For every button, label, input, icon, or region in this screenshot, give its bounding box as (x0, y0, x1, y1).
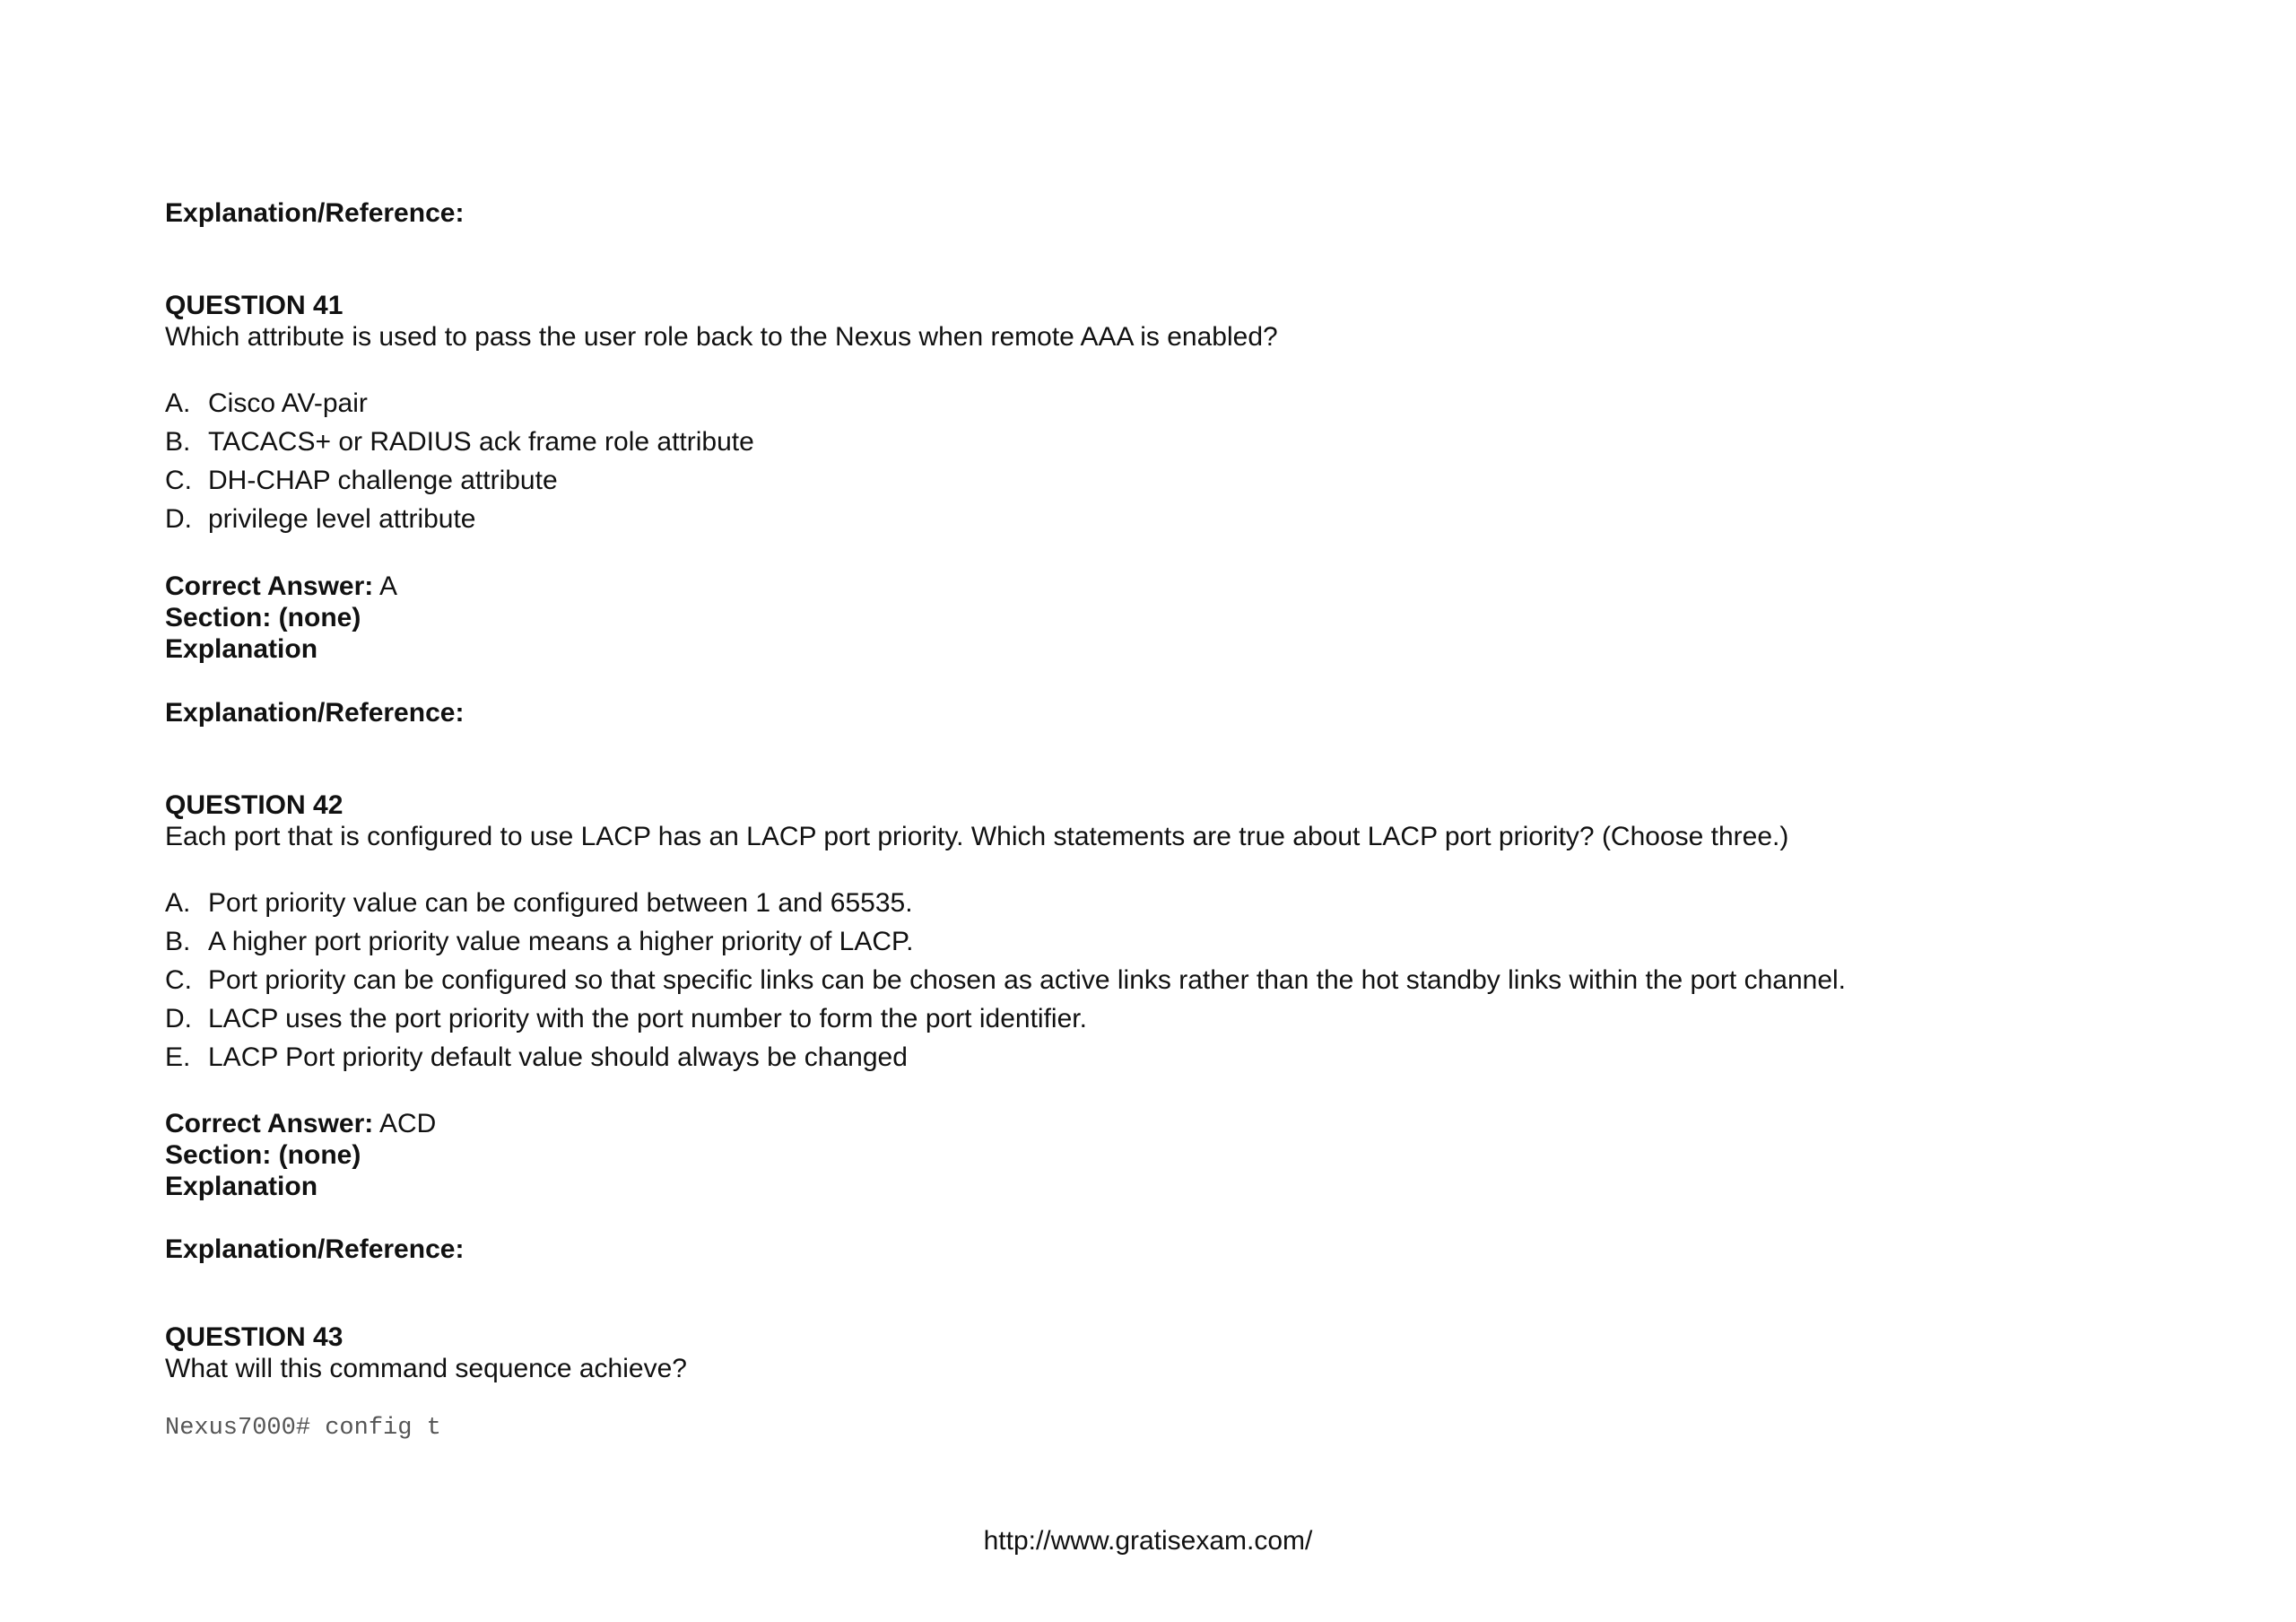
option-text: DH-CHAP challenge attribute (208, 466, 558, 495)
question-42-explanation-reference: Explanation/Reference: (165, 1234, 465, 1264)
option-text: Port priority value can be configured between 1 and 65535. (208, 888, 913, 918)
explanation-reference-heading: Explanation/Reference: (165, 198, 465, 228)
option-letter: D. (165, 1004, 192, 1033)
question-42-option-d (165, 1003, 1087, 1035)
option-letter: C. (165, 466, 192, 495)
option-text: privilege level attribute (208, 504, 476, 534)
correct-answer-value: A (378, 571, 397, 601)
correct-answer-label: Correct Answer: (165, 571, 374, 601)
option-text: Port priority can be configured so that specific links can be chosen as active links rather than the hot standby links within the port channel. (208, 965, 1847, 995)
footer-url: http://www.gratisexam.com/ (983, 1526, 1313, 1556)
question-43-code: Nexus7000# config t (165, 1415, 441, 1442)
option-letter: E. (165, 1042, 191, 1072)
question-42-option-a (165, 887, 913, 920)
question-41-title: QUESTION 41 (165, 291, 344, 320)
question-43-text: What will this command sequence achieve? (165, 1354, 687, 1383)
option-letter: C. (165, 965, 192, 995)
correct-answer-label: Correct Answer: (165, 1109, 374, 1138)
option-text: Cisco AV-pair (208, 388, 368, 418)
option-letter: B. (165, 927, 191, 956)
question-42-option-b (165, 926, 914, 958)
question-41-explanation-reference: Explanation/Reference: (165, 698, 465, 728)
option-letter: A. (165, 888, 191, 918)
question-41-explanation: Explanation (165, 634, 318, 664)
question-42-correct-answer (165, 1108, 436, 1140)
question-41-option-c (165, 465, 558, 497)
question-42-section: Section: (none) (165, 1140, 361, 1170)
question-41-option-d (165, 503, 476, 536)
question-41-correct-answer (165, 571, 397, 603)
question-43-title: QUESTION 43 (165, 1322, 344, 1352)
question-41-option-b (165, 426, 754, 458)
option-text: LACP uses the port priority with the port number to form the port identifier. (208, 1004, 1087, 1033)
option-text: TACACS+ or RADIUS ack frame role attribute (208, 427, 754, 457)
option-letter: D. (165, 504, 192, 534)
question-42-option-c (165, 964, 1846, 997)
option-text: A higher port priority value means a higher priority of LACP. (208, 927, 914, 956)
question-42-text: Each port that is configured to use LACP has an LACP port priority. Which statements are true about LACP port priority? (Choose three.) (165, 822, 1789, 851)
question-41-text: Which attribute is used to pass the user role back to the Nexus when remote AAA is enabled? (165, 322, 1278, 352)
correct-answer-value: ACD (378, 1109, 437, 1138)
question-42-explanation: Explanation (165, 1172, 318, 1201)
question-42-option-e (165, 1042, 908, 1074)
option-letter: B. (165, 427, 191, 457)
question-41-section: Section: (none) (165, 603, 361, 632)
option-letter: A. (165, 388, 191, 418)
option-text: LACP Port priority default value should always be changed (208, 1042, 908, 1072)
question-42-title: QUESTION 42 (165, 790, 344, 820)
question-41-option-a (165, 388, 368, 420)
